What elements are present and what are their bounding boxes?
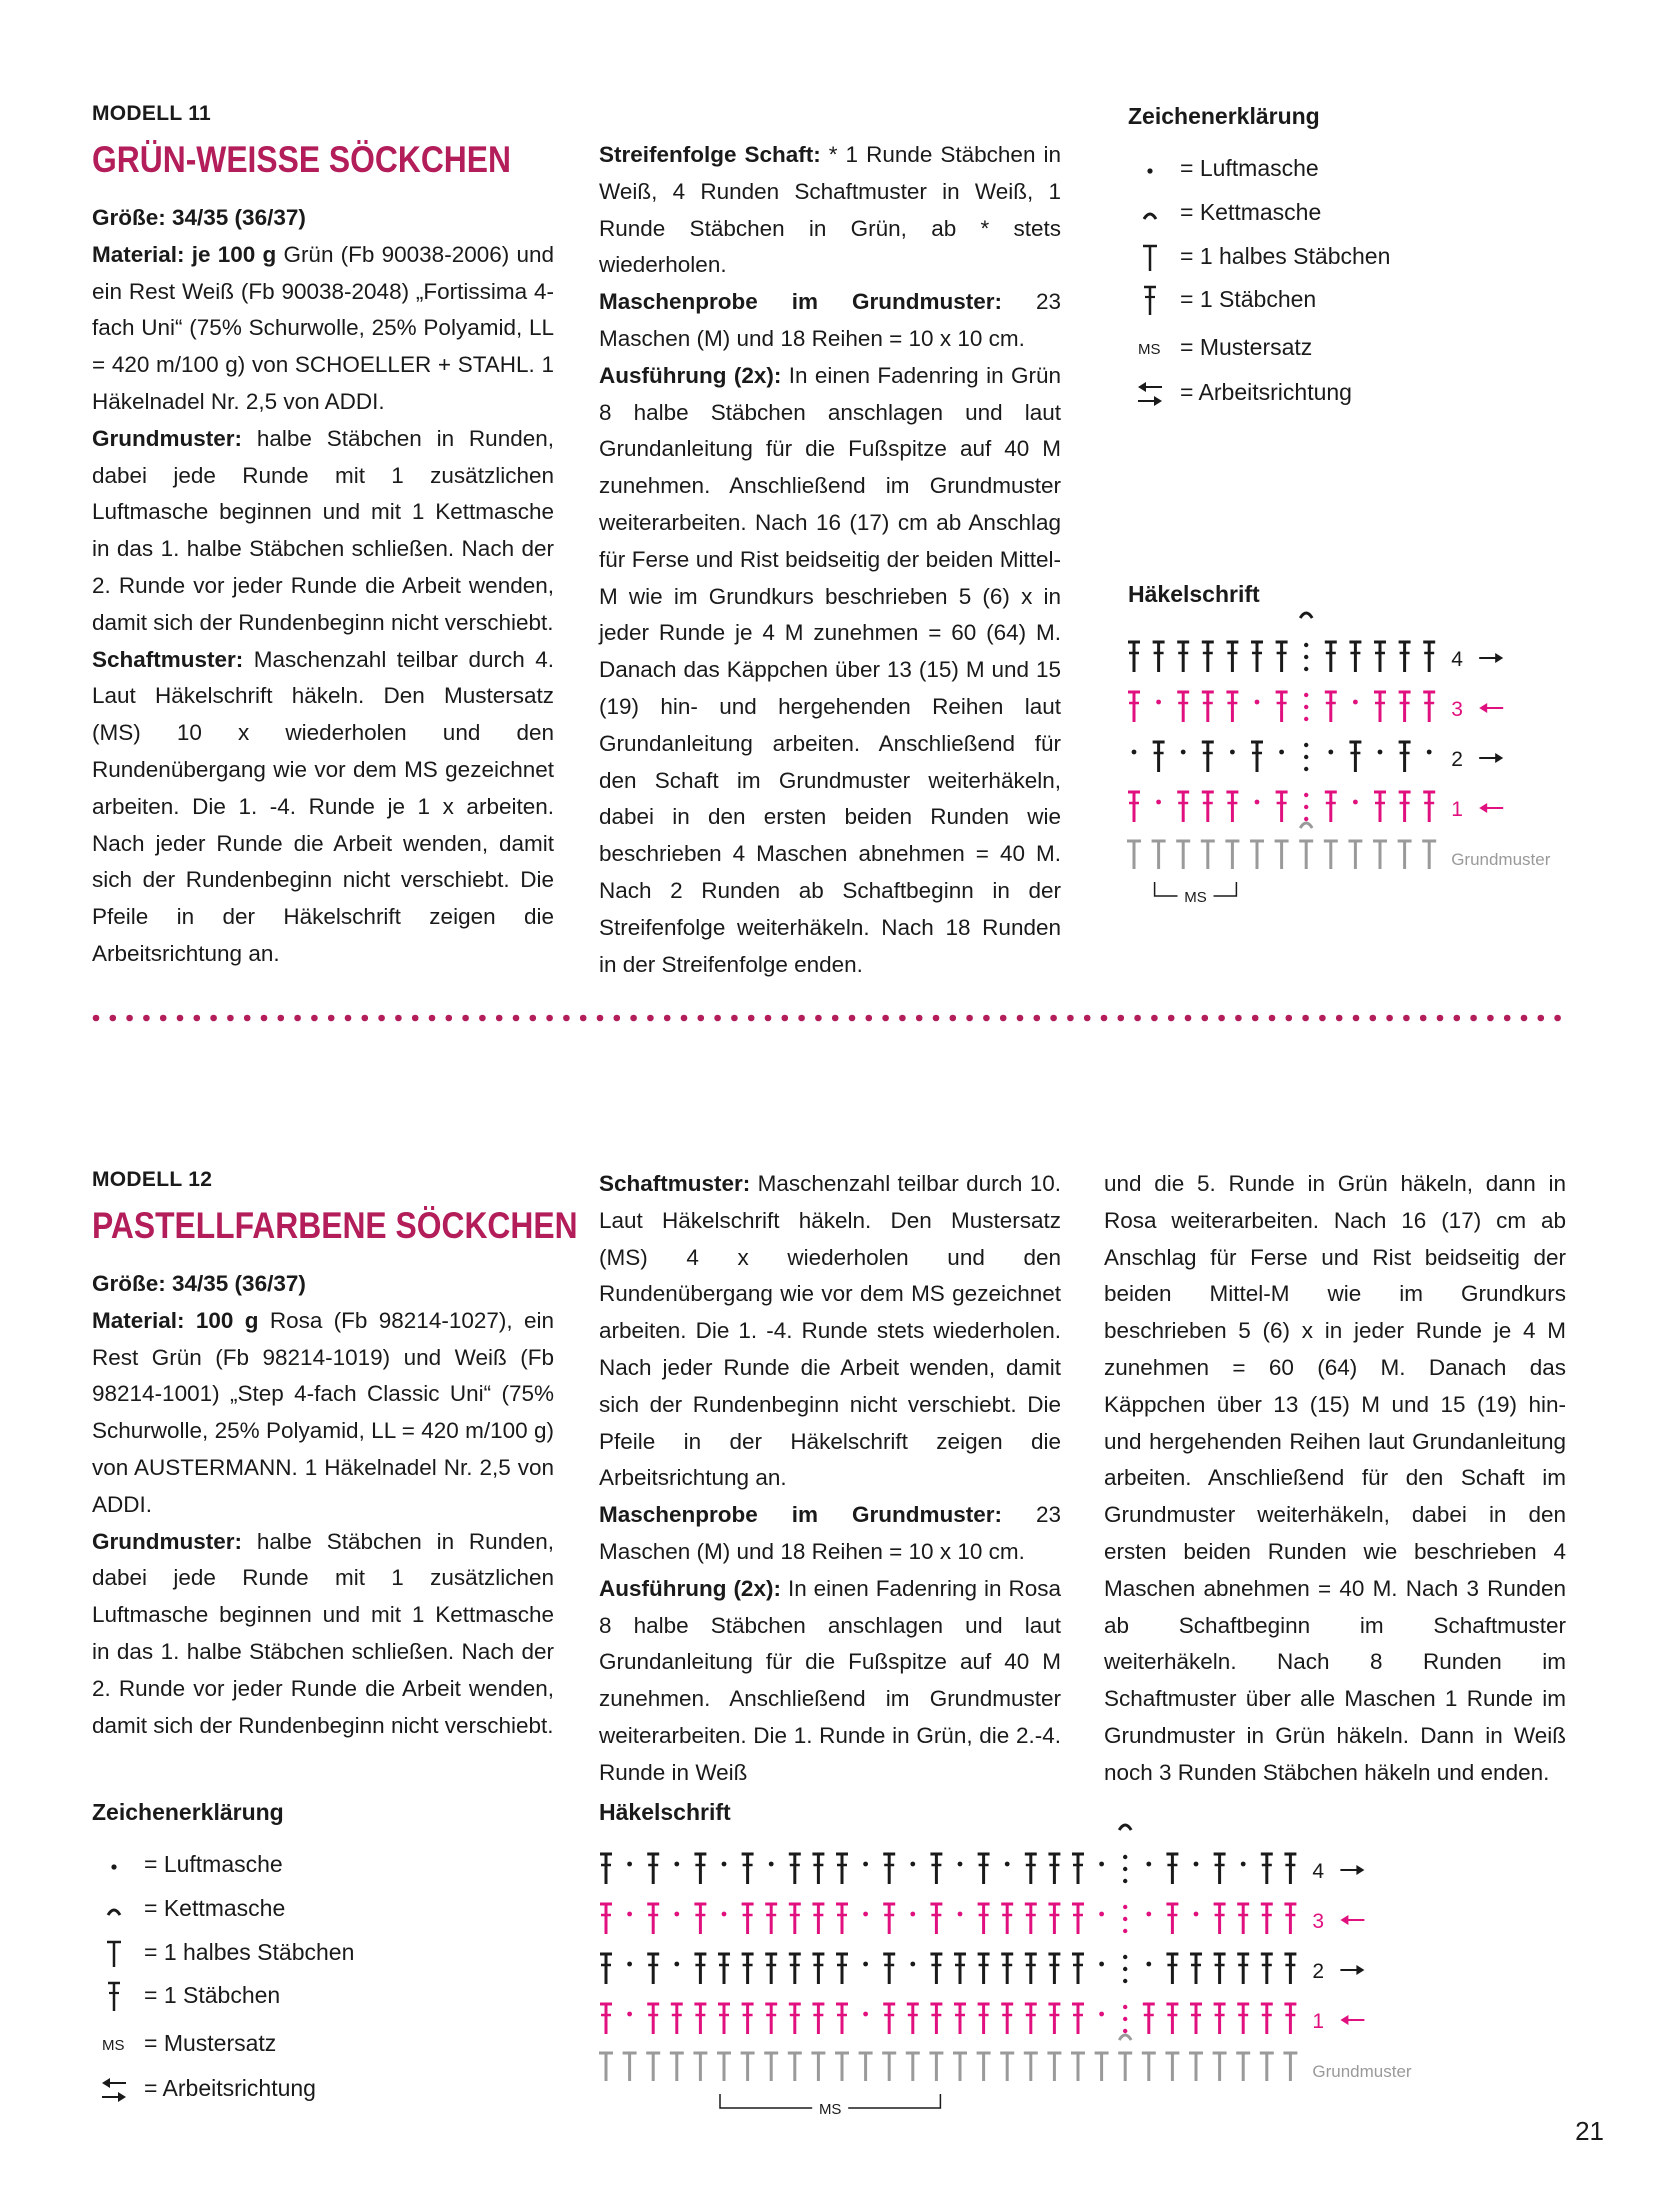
chart-row-4: [1128, 642, 1435, 672]
chart-row-label: 4: [1451, 648, 1463, 671]
legend-staebchen-label: = 1 Stäbchen: [1180, 286, 1317, 312]
halbes-staebchen-icon: [1128, 241, 1176, 275]
chart-row-2: [1132, 742, 1432, 772]
chart-row-label: 1: [1312, 2010, 1325, 2033]
legend-kettmasche: [1128, 197, 1448, 231]
legend-mustersatz: [92, 2028, 412, 2062]
chart-row-label: 4: [1312, 1860, 1325, 1883]
modell12-material-text: Rosa (Fb 98214-1027), ein Rest Grün (Fb 98214-1019) und Weiß (Fb 98214-1001) „Step 4-fach Classic Uni“ (75% Schurwolle, 25% Polyamid, LL = 420 m/100 g) von AUSTERMANN. 1 Häkelnadel Nr. 2,5 von ADDI.: [92, 1307, 554, 1517]
modell11-streifen-text: * 1 Runde Stäbchen in Weiß, 4 Runden Schaftmuster in Weiß, 1 Runde Stäbchen in Grün, ab * stets wiederholen.: [599, 142, 1061, 278]
modell11-crochet-chart: [1124, 624, 1551, 914]
legend-halbes-staebchen-label: = 1 halbes Stäbchen: [1180, 243, 1391, 269]
legend-halbes-staebchen: [92, 1937, 412, 1971]
kettmasche-icon: [1128, 197, 1176, 231]
modell12-ausf-label: Ausführung (2x):: [599, 1575, 781, 1601]
ms-symbol: [1128, 332, 1176, 366]
legend-mustersatz-label: = Mustersatz: [144, 2030, 277, 2056]
modell12-column-3: [1104, 1166, 1566, 1792]
modell11-streifen: [599, 137, 1061, 284]
modell11-grundmuster: [92, 421, 554, 642]
modell11-grundmuster-label: Grundmuster:: [92, 425, 243, 451]
chart-row-4: [600, 1854, 1296, 1884]
modell12-probe-text: 23 Maschen (M) und 18 Reihen = 10 x 10 cm.: [599, 1502, 1061, 1564]
legend-staebchen: [1128, 284, 1448, 318]
legend-mustersatz-label: = Mustersatz: [1180, 334, 1313, 360]
kettmasche-icon: [1119, 2035, 1131, 2040]
ms-symbol-text: MS: [102, 2037, 125, 2054]
modell11-probe-label: Maschenprobe im Grundmuster:: [599, 289, 1002, 315]
kettmasche-icon: [1300, 613, 1312, 618]
modell12-label: MODELL 12: [92, 1168, 213, 1191]
chart-row-3: [1128, 692, 1435, 722]
modell11-title: GRÜN-WEISSE SÖCKCHEN: [92, 139, 511, 180]
arbeitsrichtung-icon: [1128, 377, 1176, 411]
modell12-col3-text: und die 5. Runde in Grün häkeln, dann in Rosa weiterarbeiten. Nach 16 (17) cm ab Anschlag für Ferse und Rist beidseitig der beiden Mittel-M wie im Grundkurs beschrieben 5 (6) x in jeder Runde je 4 M zunehmen = 60 (64) M. Danach das Käppchen über 13 (15) M und 15 (19) hin- und hergehenden Reihen laut Grundanleitung arbeiten. Anschließend für den Schaft im Grundmuster weiterhäkeln, dabei in den ersten beiden Runden wie beschrieben 4 Maschen abnehmen = 40 M. Nach 3 Runden ab Schaftbeginn im Schaftmuster weiterhäkeln. Nach 8 Runden im Schaftmuster über alle Maschen 1 Runde im Grundmuster in Grün häkeln. Dann in Weiß noch 3 Runden Stäbchen häkeln und enden.: [1104, 1171, 1566, 1785]
chart-row-label: 1: [1451, 798, 1463, 821]
arbeitsrichtung-icon: [92, 2073, 140, 2107]
chart-row-grundmuster: [599, 2053, 1297, 2081]
arrow-right-icon: [1479, 653, 1503, 663]
chart-grundmuster-label: Grundmuster: [1312, 2062, 1412, 2081]
modell11-material: [92, 237, 554, 421]
kettmasche-icon: [1119, 1825, 1131, 1830]
modell11-column-1: [92, 100, 554, 973]
chart-row-1: [1128, 792, 1435, 822]
chart-row-1: [600, 2004, 1296, 2034]
modell12-schaftmuster: [599, 1166, 1061, 1497]
modell12-ausfuehrung: [599, 1571, 1061, 1792]
chart-row-grundmuster: [1127, 841, 1436, 869]
arrow-right-icon: [1340, 1965, 1364, 1975]
chart-row-2: [600, 1954, 1296, 1984]
legend-kettmasche: [92, 1893, 412, 1927]
modell11-ausfuehrung: [599, 358, 1061, 984]
modell12-material-label: Material: 100 g: [92, 1307, 259, 1333]
ms-bracket: [720, 2094, 940, 2118]
kettmasche-icon: [1300, 823, 1312, 828]
modell11-material-text: Grün (Fb 90038-2006) und ein Rest Weiß (Fb 90038-2048) „Fortissima 4-fach Uni“ (75% Schurwolle, 25% Polyamid, LL = 420 m/100 g) von SCHOELLER + STAHL. 1 Häkelnadel Nr. 2,5 von ADDI.: [92, 241, 554, 414]
chart-row-label: 3: [1312, 1910, 1325, 1933]
modell12-schaftmuster-text: Maschenzahl teilbar durch 10. Laut Häkelschrift häkeln. Den Mustersatz (MS) 4 x wiederholen und den Rundenübergang wie vor dem MS gezeichnet arbeiten. Die 1. -4. Runde stets wiederholen. Nach jeder Runde die Arbeit wenden, damit sich der Rundenbeginn nicht verschiebt. Die Pfeile in der Häkelschrift zeigen die Arbeitsrichtung an.: [599, 1171, 1061, 1491]
staebchen-icon: [92, 1980, 140, 2014]
arrow-left-icon: [1479, 803, 1503, 813]
modell12-material: [92, 1303, 554, 1524]
legend-arbeitsrichtung: [1128, 377, 1448, 411]
modell11-chart-title: Häkelschrift: [1128, 581, 1260, 607]
modell11-legend: [1128, 153, 1458, 423]
legend-staebchen-label: = 1 Stäbchen: [144, 1982, 281, 2008]
legend-luftmasche: [1128, 153, 1448, 187]
modell12-column-2: [599, 1166, 1061, 1792]
legend-arbeitsrichtung-label: = Arbeitsrichtung: [1180, 379, 1352, 405]
legend-halbes-staebchen-label: = 1 halbes Stäbchen: [144, 1939, 355, 1965]
legend-arbeitsrichtung: [92, 2073, 412, 2107]
chart-row-label: 3: [1451, 698, 1463, 721]
arrow-left-icon: [1340, 1915, 1364, 1925]
luftmasche-icon: [1128, 153, 1176, 187]
legend-mustersatz: [1128, 332, 1448, 366]
legend-luftmasche: [92, 1849, 412, 1883]
modell12-crochet-chart: [596, 1836, 1412, 2126]
modell11-grundmuster-text: halbe Stäbchen in Runden, dabei jede Runde mit 1 zusätzlichen Luftmasche beginnen und mit 1 Kettmasche in das 1. halbe Stäbchen schließen. Nach der 2. Runde vor jeder Runde die Arbeit wenden, damit sich der Rundenbeginn nicht verschiebt.: [92, 425, 554, 635]
page-number: 21: [1575, 2116, 1604, 2146]
legend-staebchen: [92, 1980, 412, 2014]
modell12-column-1: [92, 1166, 578, 1744]
modell11-probe: [599, 284, 1061, 358]
modell11-schaftmuster-text: Maschenzahl teilbar durch 4. Laut Häkelschrift häkeln. Den Mustersatz (MS) 10 x wiederholen und den Rundenübergang wie vor dem MS gezeichnet arbeiten. Die 1. -4. Runde je 1 x arbeiten. Nach jeder Runde die Arbeit wenden, damit sich der Rundenbeginn nicht verschiebt. Die Pfeile in der Häkelschrift zeigen die Arbeitsrichtung an.: [92, 646, 554, 966]
ms-symbol-text: MS: [1138, 341, 1161, 358]
modell12-title: PASTELLFARBENE SÖCKCHEN: [92, 1205, 578, 1246]
modell12-grundmuster-label: Grundmuster:: [92, 1528, 243, 1554]
ms-label: MS: [818, 2101, 842, 2118]
modell12-probe-label: Maschenprobe im Grundmuster:: [599, 1502, 1002, 1528]
staebchen-icon: [1128, 284, 1176, 318]
legend-halbes-staebchen: [1128, 241, 1448, 275]
chart-row-label: 2: [1451, 748, 1463, 771]
modell12-grundmuster: [92, 1524, 554, 1745]
legend-kettmasche-label: = Kettmasche: [1180, 199, 1322, 225]
modell11-ausf-label: Ausführung (2x):: [599, 362, 782, 388]
section-divider-dots: [92, 1014, 1570, 1022]
legend-kettmasche-label: = Kettmasche: [144, 1895, 286, 1921]
modell11-schaftmuster-label: Schaftmuster:: [92, 646, 244, 672]
ms-bracket: [1155, 882, 1237, 906]
modell12-schaftmuster-label: Schaftmuster:: [599, 1171, 751, 1196]
modell12-legend: [92, 1849, 422, 2119]
kettmasche-icon: [92, 1893, 140, 1927]
luftmasche-icon: [92, 1849, 140, 1883]
modell11-legend-title: Zeichenerklärung: [1128, 103, 1320, 129]
modell11-ausf-text: In einen Fadenring in Grün 8 halbe Stäbchen anschlagen und laut Grundanleitung für die Fußspitze auf 40 M zunehmen. Anschließend im Grundmuster weiterarbeiten. Nach 16 (17) cm ab Anschlag für Ferse und Rist beidseitig der beiden Mittel-M wie im Grundkurs beschrieben 5 (6) x in jeder Runde je 4 M zunehmen = 60 (64) M. Danach das Käppchen über 13 (15) M und 15 (19) hin- und hergehenden Reihen laut Grundanleitung arbeiten. Anschließend für den Schaft im Grundmuster weiterhäkeln, dabei in den ersten beiden Runden wie beschrieben 4 Maschen abnehmen = 40 M. Nach 2 Runden ab Schaftbeginn in der Streifenfolge weiterhäkeln. Nach 18 Runden in der Streifenfolge enden.: [599, 362, 1061, 977]
chart-row-label: 2: [1312, 1960, 1325, 1983]
ms-label: MS: [1184, 889, 1207, 906]
arrow-right-icon: [1340, 1865, 1364, 1875]
modell12-chart-title: Häkelschrift: [599, 1799, 731, 1825]
modell12-legend-title: Zeichenerklärung: [92, 1799, 284, 1825]
arrow-left-icon: [1340, 2015, 1364, 2025]
modell11-streifen-label: Streifenfolge Schaft:: [599, 142, 821, 167]
chart-row-3: [600, 1904, 1296, 1934]
modell11-column-2: [599, 100, 1061, 983]
modell11-label: MODELL 11: [92, 102, 212, 125]
legend-arbeitsrichtung-label: = Arbeitsrichtung: [144, 2075, 316, 2101]
ms-symbol: [92, 2028, 140, 2062]
legend-luftmasche-label: = Luftmasche: [1180, 155, 1319, 181]
modell11-schaftmuster: [92, 642, 554, 973]
modell12-ausf-text: In einen Fadenring in Rosa 8 halbe Stäbchen anschlagen und laut Grundanleitung für die Fußspitze auf 40 M zunehmen. Anschließend im Grundmuster weiterarbeiten. Die 1. Runde in Grün, die 2.-4. Runde in Weiß: [599, 1575, 1061, 1785]
chart-grundmuster-label: Grundmuster: [1451, 850, 1551, 869]
arrow-left-icon: [1479, 703, 1503, 713]
arrow-right-icon: [1479, 753, 1503, 763]
modell11-probe-text: 23 Maschen (M) und 18 Reihen = 10 x 10 cm.: [599, 289, 1061, 351]
modell11-groesse: Größe: 34/35 (36/37): [92, 205, 306, 230]
legend-luftmasche-label: = Luftmasche: [144, 1851, 283, 1877]
modell12-probe: [599, 1497, 1061, 1571]
modell11-material-label: Material: je 100 g: [92, 241, 277, 267]
modell12-groesse: Größe: 34/35 (36/37): [92, 1271, 306, 1296]
modell12-grundmuster-text: halbe Stäbchen in Runden, dabei jede Runde mit 1 zusätzlichen Luftmasche beginnen und mit 1 Kettmasche in das 1. halbe Stäbchen schließen. Nach der 2. Runde vor jeder Runde die Arbeit wenden, damit sich der Rundenbeginn nicht verschiebt.: [92, 1528, 554, 1738]
halbes-staebchen-icon: [92, 1937, 140, 1971]
